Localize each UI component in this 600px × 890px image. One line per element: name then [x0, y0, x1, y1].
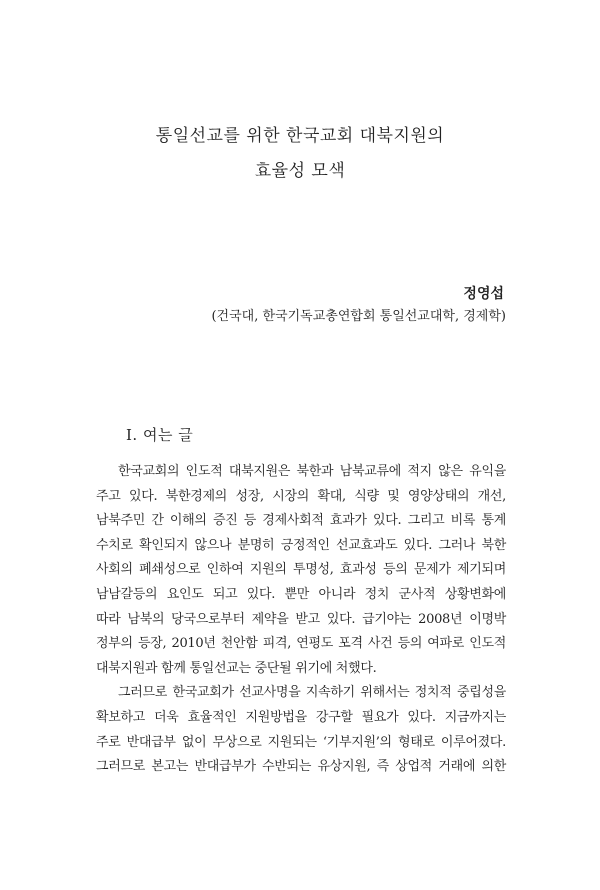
body-line: 정부의 등장, 2010년 천안함 피격, 연평도 포격 사건 등의 여파로 인도적: [96, 636, 506, 652]
author-affiliation: (건국대, 한국기독교총연합회 통일선교대학, 경제학): [211, 309, 506, 324]
body-line: 한국교회의 인도적 대북지원은 북한과 남북교류에 적지 않은 유익을: [118, 464, 506, 479]
paper-title-line-2: 효율성 모색: [254, 161, 346, 181]
body-line: 그러므로 한국교회가 선교사명을 지속하기 위해서는 정치적 중립성을: [118, 685, 506, 701]
body-line: 그러므로 본고는 반대급부가 수반되는 유상지원, 즉 상업적 거래에 의한: [96, 759, 506, 775]
body-line: 수치로 확인되지 않으나 분명히 긍정적인 선교효과도 있다. 그러나 북한: [96, 537, 506, 553]
body-line: 대북지원과 함께 통일선교는 중단될 위기에 처했다.: [96, 660, 377, 676]
body-line: 따라 남북의 당국으로부터 제약을 받고 있다. 급기야는 2008년 이명박: [96, 611, 506, 627]
body-line: 주로 반대급부 없이 무상으로 지원되는 ‘기부지원’의 형태로 이루어졌다.: [96, 734, 506, 750]
body-line: 남북주민 간 이해의 증진 등 경제사회적 효과가 있다. 그리고 비록 통계: [96, 513, 506, 529]
body-line: 남남갈등의 요인도 되고 있다. 뿐만 아니라 정치 군사적 상황변화에: [96, 586, 506, 602]
paper-title-line-1: 통일선교를 위한 한국교회 대북지원의: [155, 126, 445, 146]
body-paragraphs: [96, 460, 506, 780]
body-line: 사회의 폐쇄성으로 인하여 지원의 투명성, 효과성 등의 문제가 제기되며: [96, 562, 506, 578]
section-heading: Ⅰ. 여는 글: [126, 426, 194, 444]
author-name: 정영섭: [463, 286, 504, 302]
body-line: 주고 있다. 북한경제의 성장, 시장의 확대, 식량 및 영양상태의 개선,: [96, 488, 506, 504]
body-line: 확보하고 더욱 효율적인 지원방법을 강구할 필요가 있다. 지금까지는: [96, 709, 506, 725]
